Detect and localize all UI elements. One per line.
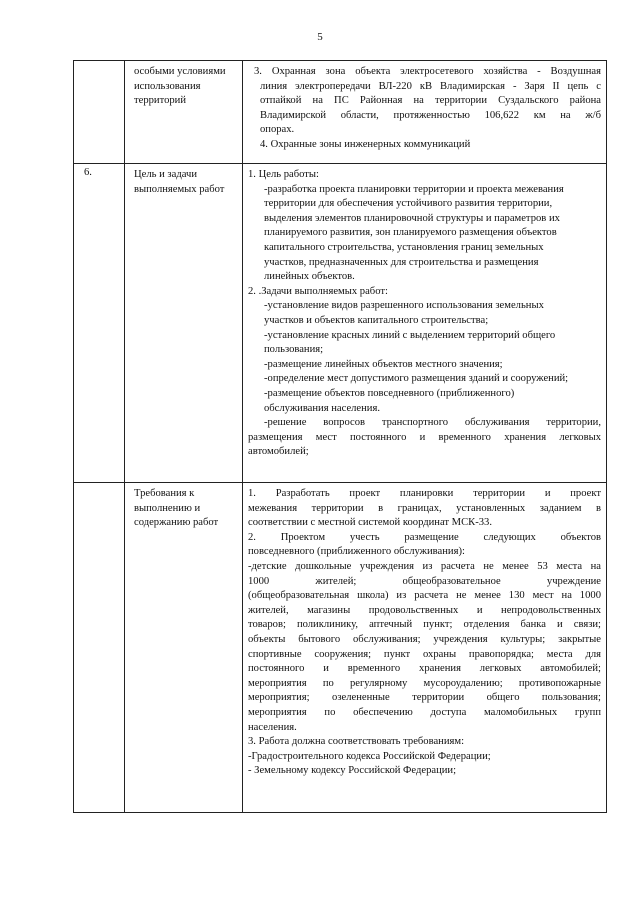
row-label-line: Требования к <box>134 488 195 499</box>
row-content-cell <box>243 483 607 813</box>
row-label-cell <box>125 164 243 483</box>
row-number-cell: 6. <box>74 164 125 483</box>
table-row <box>74 61 607 164</box>
content-line: -определение мест допустимого размещения зданий и сооружений; <box>264 373 569 385</box>
row-number-cell <box>74 61 125 164</box>
content-line: 3. Охранная зона объекта электросетевого хозяйства - Воздушная <box>254 66 601 77</box>
content-line: участков и объектов капитального строительства; <box>264 314 489 326</box>
content-line: обслуживания населения. <box>264 402 380 414</box>
row-label-line: содержанию работ <box>134 517 219 529</box>
content-line: 1. Цель работы: <box>248 169 319 180</box>
content-line: 2. Проектом учесть размещение следующих объектов <box>248 531 601 543</box>
content-line: жителей, магазины продовольственных и непродовольственных <box>248 604 601 616</box>
terms-table <box>73 60 607 813</box>
content-line: -установление видов разрешенного использования земельных <box>264 300 544 312</box>
content-line: -разработка проекта планировки территории и проекта межевания <box>264 183 564 195</box>
content-line: 4. Охранные зоны инженерных коммуникаций <box>260 138 471 150</box>
content-line: 3. Работа должна соответствовать требованиям: <box>248 736 465 748</box>
content-line: участков, предназначенных для строительства и размещения <box>264 256 539 268</box>
content-line: 2. .Задачи выполняемых работ: <box>248 285 388 297</box>
content-line: -размещение линейных объектов местного значения; <box>264 358 503 370</box>
content-line: капитального строительства, установления границ земельных <box>264 241 544 253</box>
content-line: повседневного (приближенного обслуживания): <box>248 546 465 558</box>
content-line: населения. <box>248 721 297 733</box>
content-line: постоянного и временного хранения легковых автомобилей; <box>248 663 601 675</box>
content-line: мероприятия по регулярному мусороудалению; противопожарные <box>248 677 601 689</box>
content-line: автомобилей; <box>248 446 309 458</box>
content-line: выделения элементов планировочной структуры и параметров их <box>264 212 560 224</box>
content-line: Владимирской области, протяженностью 106,622 км на ж/б <box>260 109 601 121</box>
page-number: 5 <box>317 31 323 43</box>
content-line: мероприятия по обеспечению доступа маломобильных групп <box>248 706 601 718</box>
content-line: опорах. <box>260 124 295 136</box>
table-row <box>74 483 607 813</box>
content-line: -решение вопросов транспортного обслуживания территории, <box>264 417 601 429</box>
row-label-cell <box>125 61 243 164</box>
content-line: -Градостроительного кодекса Российской Федерации; <box>248 750 491 762</box>
content-line: -детские дошкольные учреждения из расчета не менее 53 места на <box>248 560 601 572</box>
content-line: отпайкой на ПС Районная на территории Суздальского района <box>260 95 601 107</box>
content-line: товаров; поликлинику, аптечный пункт; отделения банка и связи; <box>248 619 601 631</box>
table-row <box>74 164 607 483</box>
content-line: межевания территории в границах, установленных заданием в <box>248 502 601 514</box>
content-line: соответствии с местной системой координат МСК-33. <box>248 517 492 529</box>
row-content-cell <box>243 61 607 164</box>
content-line: линия электропередачи ВЛ-220 кВ Владимирская - Заря II цепь с <box>260 80 601 92</box>
content-line: -размещение объектов повседневного (приближенного) <box>264 387 515 399</box>
content-line: мероприятия; озелененные территории общего пользования; <box>248 692 601 704</box>
row-content-cell <box>243 164 607 483</box>
content-line: 1. Разработать проект планировки территории и проект <box>248 488 601 499</box>
content-line: (общеобразовательная школа) из расчета не менее 130 мест на 1000 <box>248 590 601 602</box>
row-label-line: выполняемых работ <box>134 183 225 195</box>
row-label-line: особыми условиями <box>134 66 226 77</box>
content-line: размещения мест постоянного и временного хранения легковых <box>248 431 601 443</box>
row-label-cell <box>125 483 243 813</box>
content-line: -установление красных линий с выделением территорий общего <box>264 329 556 341</box>
row-label-line: территорий <box>134 95 187 107</box>
row-label-line: Цель и задачи <box>134 169 197 180</box>
content-line: пользования; <box>264 344 324 356</box>
row-label-line: выполнению и <box>134 502 201 514</box>
content-line: линейных объектов. <box>264 271 355 283</box>
content-line: территории для обеспечения устойчивого развития территории, <box>264 198 553 210</box>
content-line: объекты бытового обслуживания; учреждения культуры; закрытые <box>248 633 601 645</box>
row-number-cell <box>74 483 125 813</box>
content-line: 1000 жителей; общеобразовательное учреждение <box>248 575 601 587</box>
content-line: - Земельному кодексу Российской Федерации; <box>248 765 457 777</box>
row-label-line: использования <box>134 80 201 92</box>
content-line: планируемого развития, зон планируемого размещения объектов <box>264 227 557 239</box>
content-line: спортивные сооружения; пункт охраны правопорядка; места для <box>248 648 601 660</box>
